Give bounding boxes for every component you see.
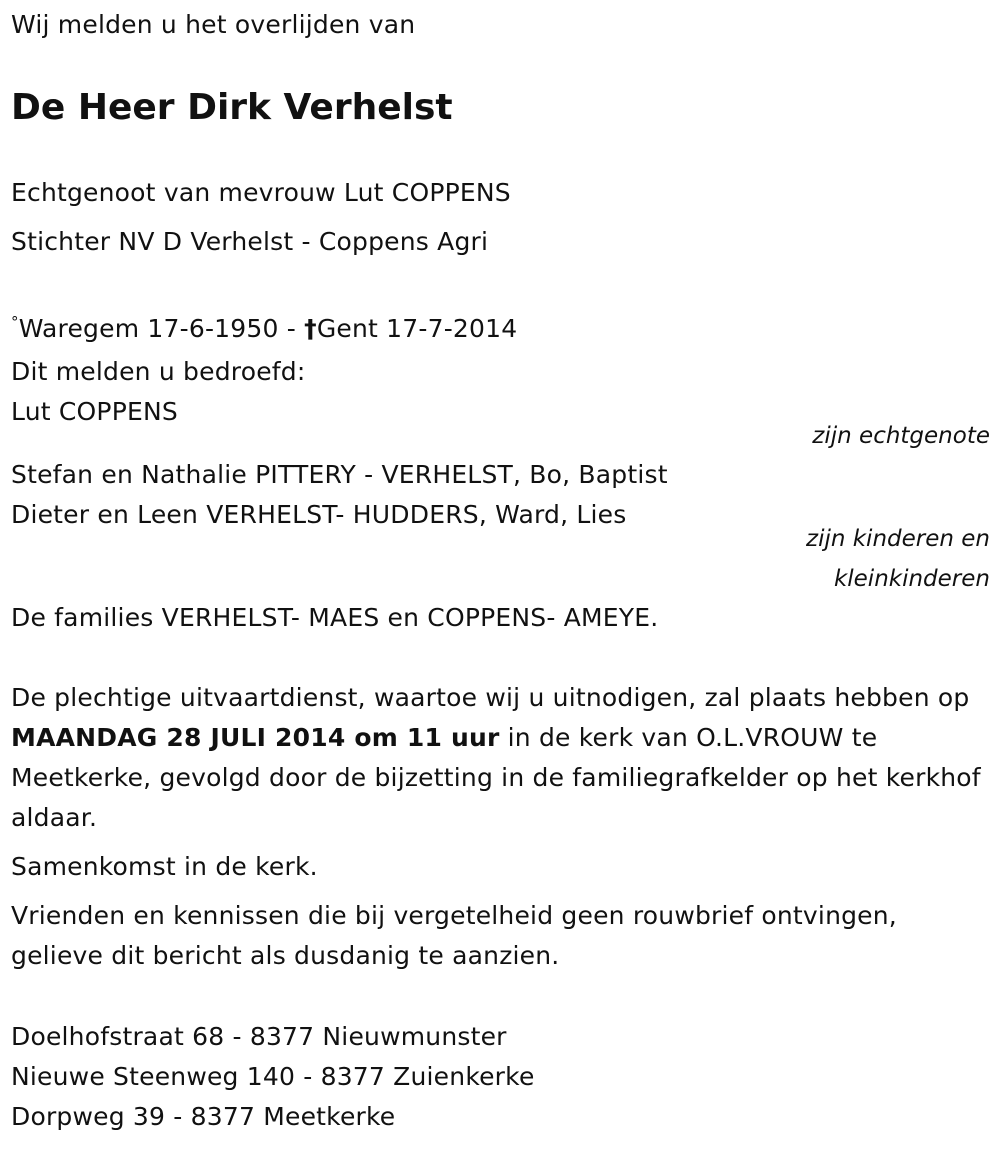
address-line: Doelhofstraat 68 - 8377 Nieuwmunster [11, 1022, 507, 1051]
birth-symbol: ° [11, 313, 19, 331]
spouse-name: Lut COPPENS [11, 397, 178, 426]
address-line: Nieuwe Steenweg 140 - 8377 Zuienkerke [11, 1062, 535, 1091]
birth-info: Waregem 17-6-1950 - [18, 314, 305, 343]
address-line: Dorpweg 39 - 8377 Meetkerke [11, 1102, 396, 1131]
spouse-role: zijn echtgenote [812, 423, 990, 449]
notice-paragraph: Vrienden en kennissen die bij vergetelheid geen rouwbrief ontvingen, gelieve dit bericht als dusdanig te aanzien. [11, 901, 897, 970]
families-line: De families VERHELST- MAES en COPPENS- AMEYE. [11, 603, 659, 632]
cross-icon: † [304, 314, 317, 343]
death-info: Gent 17-7-2014 [316, 314, 518, 343]
children-role: zijn kinderen en [806, 526, 990, 552]
child-line: Dieter en Leen VERHELST- HUDDERS, Ward, Lies [11, 500, 627, 529]
funeral-text-post: in de kerk van O.L.VROUW te Meetkerke, gevolgd door de bijzetting in de familiegrafkelder op het kerkhof aldaar. [11, 723, 981, 832]
mourners-intro: Dit melden u bedroefd: [11, 357, 306, 386]
funeral-date: MAANDAG 28 JULI 2014 om 11 uur [11, 723, 500, 752]
funeral-paragraph [11, 678, 986, 838]
gathering-line: Samenkomst in de kerk. [11, 852, 318, 881]
spouse-line: Echtgenoot van mevrouw Lut COPPENS [11, 178, 511, 207]
deceased-name: De Heer Dirk Verhelst [11, 87, 453, 128]
funeral-text-pre: De plechtige uitvaartdienst, waartoe wij u uitnodigen, zal plaats hebben op [11, 683, 970, 712]
life-dates [11, 302, 517, 349]
child-line: Stefan en Nathalie PITTERY - VERHELST, Bo, Baptist [11, 460, 668, 489]
founder-line: Stichter NV D Verhelst - Coppens Agri [11, 227, 489, 256]
grandchildren-role: kleinkinderen [833, 566, 990, 592]
intro-text: Wij melden u het overlijden van [11, 10, 416, 39]
